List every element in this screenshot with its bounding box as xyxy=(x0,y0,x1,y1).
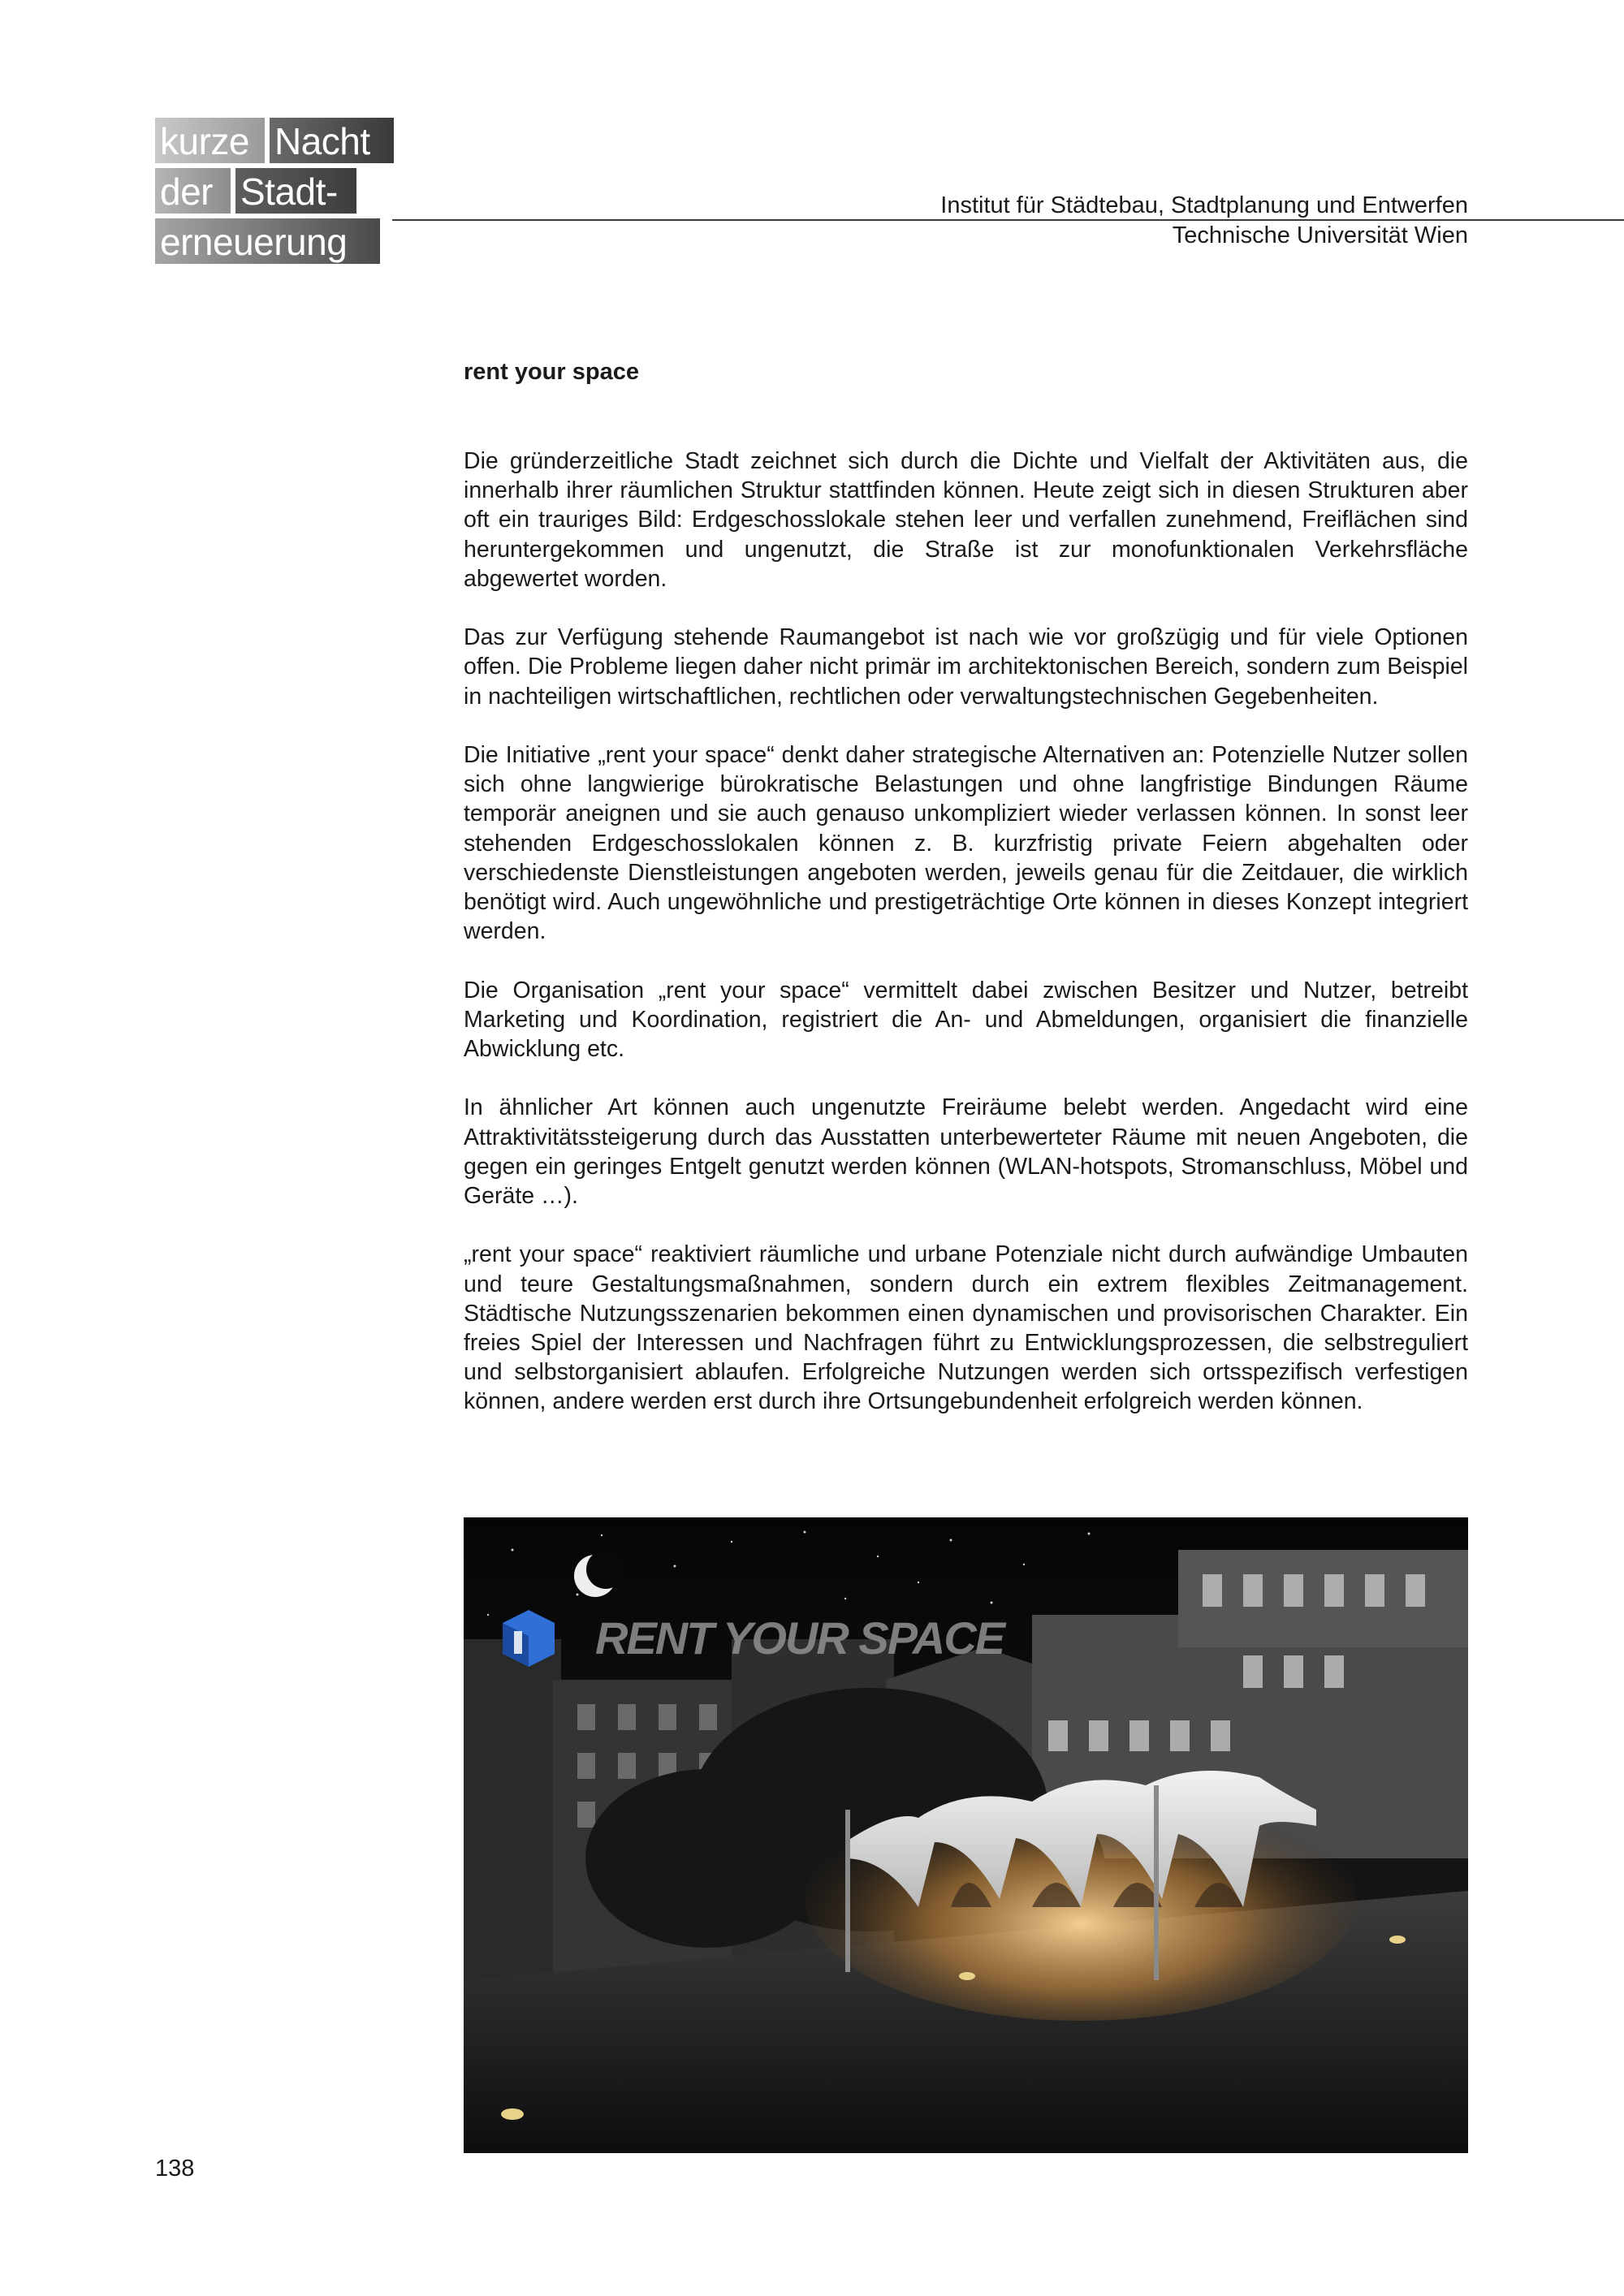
paragraph-6: „rent your space“ reaktiviert räumliche und urbane Potenziale nicht durch aufwändige Umbauten und teure Gestaltungsmaßnahmen, sondern durch ein extrem flexibles Zeitmanagement. Städtische Nutzungsszenarien bekommen einen dynamischen und provisorischen Charakter. Ein freies Spiel der Interessen und Nachfragen führt zu Entwicklungsprozessen, die selbstreguliert und selbstorganisiert ablaufen. Erfolgreiche Nutzungen werden sich ortsspezifisch verfestigen können, andere werden erst durch ihre Ortsungebundenheit erfolgreich werden können. xyxy=(464,1241,1468,1415)
logo-word-kurze: kurze xyxy=(155,118,265,163)
logo-word-erneuerung: erneuerung xyxy=(155,218,380,264)
paragraph-3: Die Initiative „rent your space“ denkt daher strategische Alternativen an: Potenzielle Nutzer sollen sich ohne langwierige bürokratische Belastungen und ohne langfristige Bindungen Räume temporär aneignen und sie auch genauso unkompliziert wieder verlassen können. In sonst leer stehenden Erdgeschosslokalen können z. B. kurzfristig private Feiern abgehalten oder verschiedenste Dienstleistungen angeboten werden, jeweils genau für die Zeitdauer, die wirklich benötigt wird. Auch ungewöhnliche und prestigeträchtige Orte können in dieses Konzept integriert werden. xyxy=(464,742,1468,945)
institute-name: Institut für Städtebau, Stadtplanung und Entwerfen xyxy=(940,192,1468,218)
article xyxy=(464,357,1468,1446)
page-number: 138 xyxy=(155,2156,195,2182)
paragraph-1: Die gründerzeitliche Stadt zeichnet sich durch die Dichte und Vielfalt der Aktivitäten aus, die innerhalb ihrer räumlichen Struktur stattfinden können. Heute zeigt sich in diesen Strukturen aber oft ein trauriges Bild: Erdgeschosslokale stehen leer und verfallen zunehmend, Freiflächen sind heruntergekommen und ungenutzt, die Straße ist zur monofunktionalen Verkehrsfläche abgewertet worden. xyxy=(464,448,1468,592)
article-title: rent your space xyxy=(464,359,639,385)
paragraph-5: In ähnlicher Art können auch ungenutzte Freiräume belebt werden. Angedacht wird eine Attraktivitätssteigerung durch das Ausstatten unterbewerteter Räume mit neuen Angeboten, die gegen ein geringes Entgelt genutzt werden können (WLAN-hotspots, Stromanschluss, Möbel und Geräte …). xyxy=(464,1094,1468,1210)
logo-word-stadt: Stadt- xyxy=(235,168,356,214)
logo-row-1 xyxy=(155,118,394,163)
university-name: Technische Universität Wien xyxy=(1172,222,1468,248)
rent-your-space-banner-text: RENT YOUR SPACE xyxy=(595,1612,1004,1664)
paragraph-2: Das zur Verfügung stehende Raumangebot ist nach wie vor großzügig und für viele Optionen offen. Die Probleme liegen daher nicht primär im architektonischen Bereich, sondern zum Beispiel in nachteiligen wirtschaftlichen, rechtlichen oder verwaltungstechnischen Gegebenheiten. xyxy=(464,624,1468,710)
header-rule xyxy=(392,219,1624,221)
night-street-illustration xyxy=(464,1517,1468,2153)
paragraph-4: Die Organisation „rent your space“ vermittelt dabei zwischen Besitzer und Nutzer, betreibt Marketing und Koordination, registriert die An- und Abmeldungen, organisiert die finanzielle Abwicklung etc. xyxy=(464,977,1468,1063)
logo-word-nacht: Nacht xyxy=(270,118,394,163)
logo-word-der: der xyxy=(155,168,231,214)
logo-row-2 xyxy=(155,168,394,214)
kurze-nacht-logo xyxy=(155,118,394,269)
logo-row-3 xyxy=(155,218,394,264)
rent-your-space-photo xyxy=(464,1517,1468,2153)
